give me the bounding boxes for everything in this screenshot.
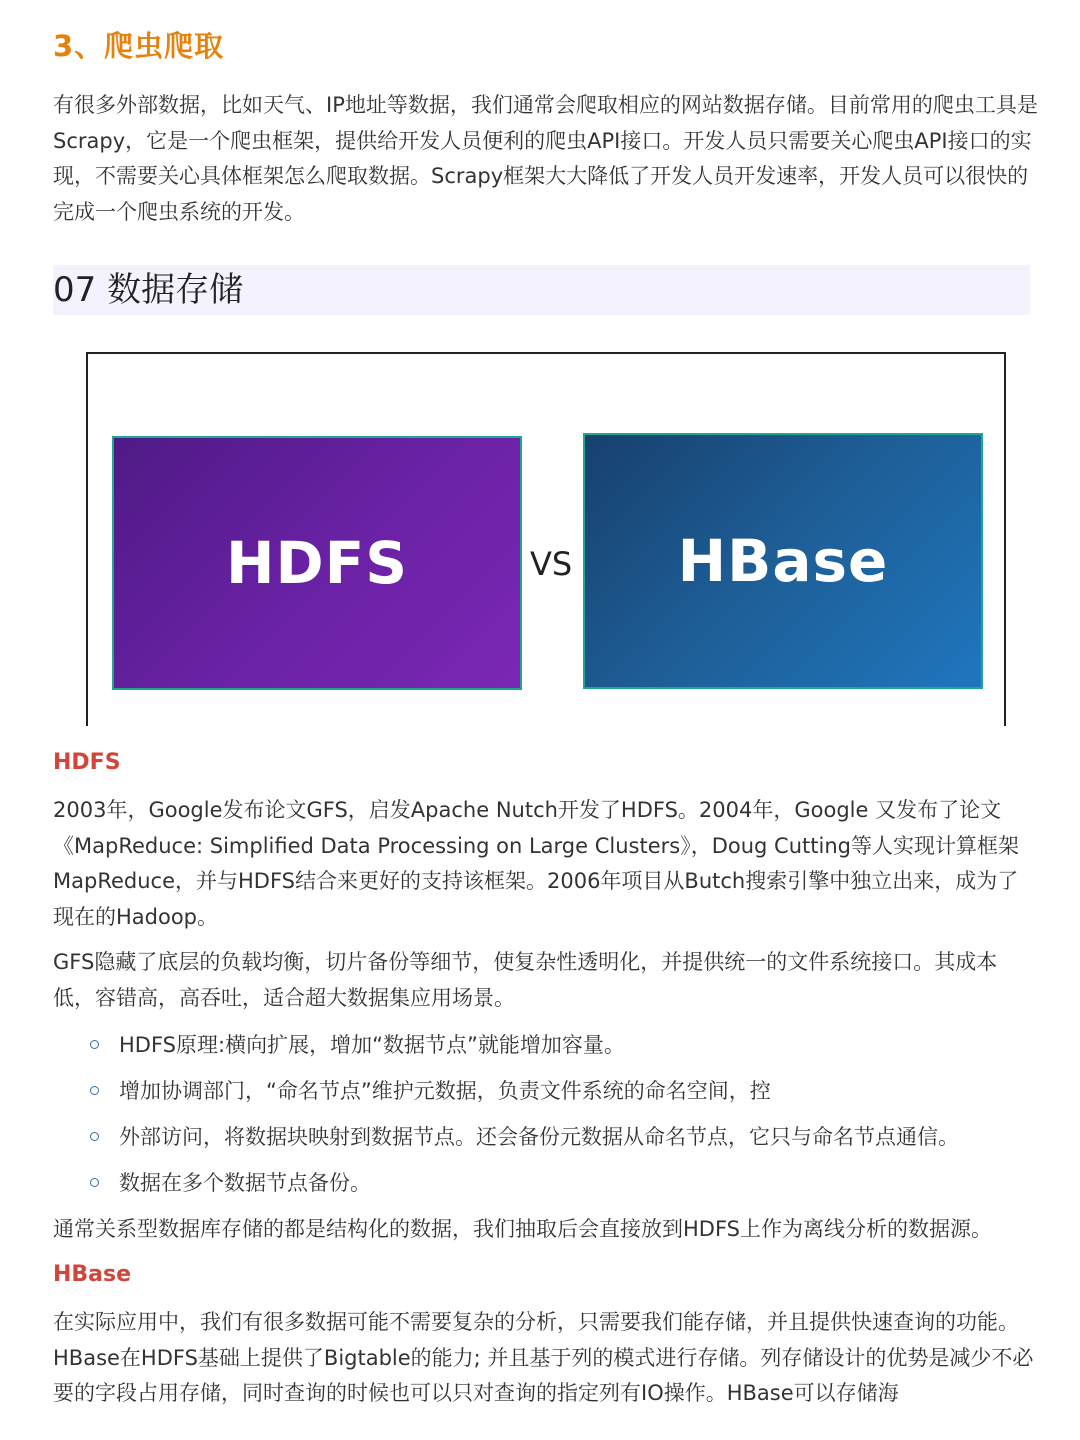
vs-label: VS	[530, 545, 573, 583]
bullet-circle-icon	[90, 1132, 99, 1141]
section3-paragraph: 有很多外部数据，比如天气、IP地址等数据，我们通常会爬取相应的网站数据存储。目前常用的爬虫工具是Scrapy，它是一个爬虫框架，提供给开发人员便利的爬虫API接口。开发人员只需要关心爬虫API接口的实现，不需要关心具体框架怎么爬取数据。Scrapy框架大大降低了开发人员开发速率，开发人员可以很快的完成一个爬虫系统的开发。	[53, 93, 1038, 224]
bullet-text: 数据在多个数据节点备份。	[119, 1171, 371, 1195]
bullet-text: 增加协调部门，“命名节点”维护元数据，负责文件系统的命名空间，控	[119, 1079, 771, 1103]
hdfs-paragraph-3: 通常关系型数据库存储的都是结构化的数据，我们抽取后会直接放到HDFS上作为离线分析的数据源。	[53, 1217, 992, 1241]
hbase-box	[583, 433, 983, 689]
hbase-box-label: HBase	[677, 527, 889, 595]
hbase-paragraph-1: 在实际应用中，我们有很多数据可能不需要复杂的分析，只需要我们能存储，并且提供快速查询的功能。HBase在HDFS基础上提供了Bigtable的能力; 并且基于列的模式进行存储。列存储设计的优势是减少不必要的字段占用存储，同时查询的时候也可以只对查询的指定列有IO操作。HBase可以存储海	[53, 1310, 1034, 1405]
hbase-heading: HBase	[53, 1262, 132, 1287]
hdfs-bullet-2	[90, 1076, 771, 1106]
section3-title: 3、爬虫爬取	[53, 29, 225, 63]
hdfs-bullet-4	[90, 1168, 371, 1198]
hdfs-box	[112, 436, 522, 690]
hdfs-paragraph-2: GFS隐藏了底层的负载均衡，切片备份等细节，使复杂性透明化，并提供统一的文件系统接口。其成本低，容错高，高吞吐，适合超大数据集应用场景。	[53, 950, 998, 1010]
section7-title: 07 数据存储	[53, 270, 244, 310]
hdfs-bullet-1	[90, 1030, 625, 1060]
hdfs-paragraph-1: 2003年，Google发布论文GFS，启发Apache Nutch开发了HDFS。2004年，Google 又发布了论文《MapReduce: Simplified Data Processing on Large Clusters》，Doug Cutting等人实现计算框架MapReduce，并与HDFS结合来更好的支持该框架。2006年项目从Butch搜索引擎中独立出来，成为了现在的Hadoop。	[53, 798, 1019, 929]
hdfs-box-label: HDFS	[225, 529, 409, 597]
bullet-text: 外部访问，将数据块映射到数据节点。还会备份元数据从命名节点，它只与命名节点通信。	[119, 1125, 959, 1149]
bullet-text: HDFS原理:横向扩展，增加“数据节点”就能增加容量。	[119, 1033, 625, 1057]
bullet-circle-icon	[90, 1040, 99, 1049]
hdfs-bullet-3	[90, 1122, 959, 1152]
hdfs-heading: HDFS	[53, 750, 121, 775]
bullet-circle-icon	[90, 1086, 99, 1095]
bullet-circle-icon	[90, 1178, 99, 1187]
